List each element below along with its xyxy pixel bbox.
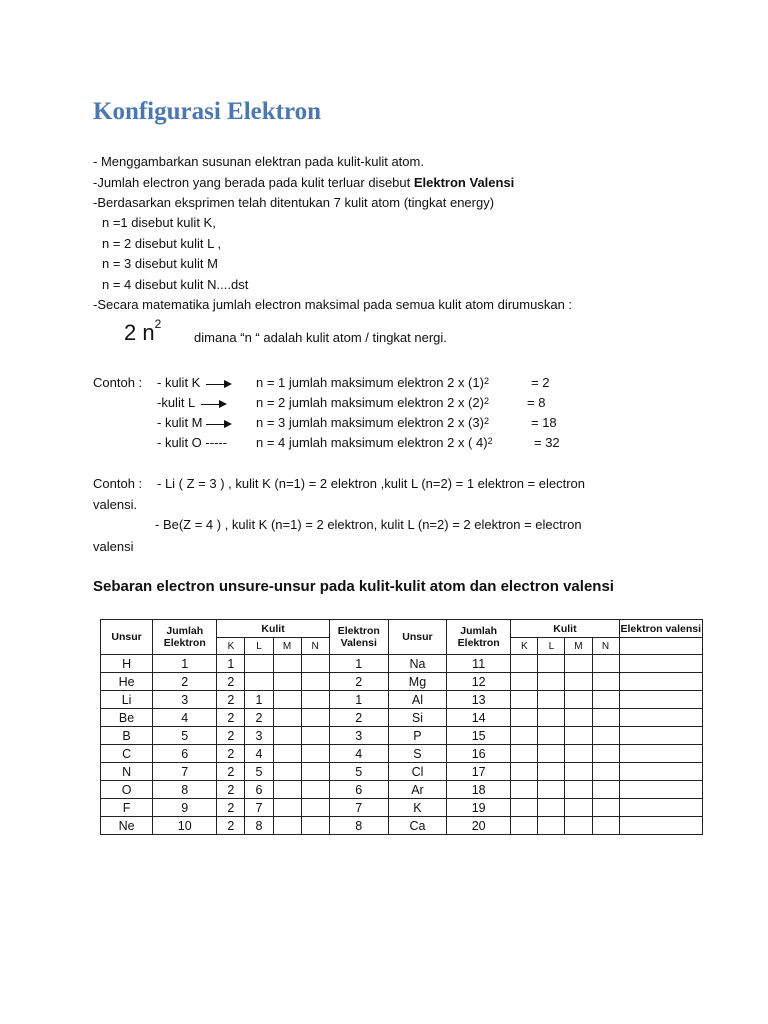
header-kulit-left: Kulit bbox=[217, 620, 329, 638]
header-unsur-left: Unsur bbox=[101, 620, 153, 655]
table-cell-j1: 4 bbox=[153, 709, 217, 727]
table-cell-k: 2 bbox=[217, 781, 245, 799]
table-cell-l2 bbox=[538, 745, 565, 763]
table-cell-j2: 11 bbox=[447, 655, 511, 673]
table-cell-j1: 5 bbox=[153, 727, 217, 745]
table-cell-m2 bbox=[565, 673, 592, 691]
table-cell-j1: 8 bbox=[153, 781, 217, 799]
table-cell-k2 bbox=[511, 655, 538, 673]
formula-2n2 bbox=[124, 316, 162, 346]
header-jumlah-left: Jumlah Elektron bbox=[153, 620, 217, 655]
intro-line-4: n =1 disebut kulit K, bbox=[102, 215, 216, 230]
page-title: Konfigurasi Elektron bbox=[93, 98, 322, 125]
table-cell-k2 bbox=[511, 709, 538, 727]
table-cell-k2 bbox=[511, 727, 538, 745]
header-unsur-right: Unsur bbox=[388, 620, 446, 655]
shell-o-formula: n = 4 jumlah maksimum elektron 2 x ( 4) bbox=[256, 435, 488, 450]
table-cell-n2 bbox=[592, 781, 619, 799]
table-cell-m2 bbox=[565, 781, 592, 799]
table-cell-n2 bbox=[592, 691, 619, 709]
table-cell-n2 bbox=[592, 745, 619, 763]
table-cell-m bbox=[273, 763, 301, 781]
contoh2-label: Contoh : bbox=[93, 476, 143, 491]
table-cell-u1: F bbox=[101, 799, 153, 817]
header-shell-k: K bbox=[511, 638, 538, 655]
table-cell-l2 bbox=[538, 799, 565, 817]
intro-line-1: - Menggambarkan susunan elektran pada kulit-kulit atom. bbox=[93, 154, 424, 169]
table-cell-u2: Mg bbox=[388, 673, 446, 691]
shell-m-formula: n = 3 jumlah maksimum elektron 2 x (3) bbox=[256, 415, 484, 430]
header-shell-k: K bbox=[217, 638, 245, 655]
table-cell-v1: 5 bbox=[329, 763, 388, 781]
table-cell-m bbox=[273, 691, 301, 709]
table-cell-m bbox=[273, 781, 301, 799]
table-cell-v2 bbox=[619, 745, 702, 763]
header-jumlah-right: Jumlah Elektron bbox=[447, 620, 511, 655]
table-cell-v2 bbox=[619, 799, 702, 817]
table-cell-u1: He bbox=[101, 673, 153, 691]
table-cell-m bbox=[273, 727, 301, 745]
table-cell-v2 bbox=[619, 709, 702, 727]
table-cell-j2: 19 bbox=[447, 799, 511, 817]
shell-l-label: -kulit L bbox=[157, 395, 196, 410]
table-row bbox=[101, 745, 703, 763]
table-body bbox=[101, 655, 703, 835]
intro-line-3: -Berdasarkan eksprimen telah ditentukan 7 kulit atom (tingkat energy) bbox=[93, 195, 495, 210]
table-cell-k2 bbox=[511, 745, 538, 763]
table-cell-n2 bbox=[592, 655, 619, 673]
shell-m-label: - kulit M bbox=[157, 415, 203, 430]
table-cell-n bbox=[301, 781, 329, 799]
table-cell-j2: 14 bbox=[447, 709, 511, 727]
table-cell-v1: 2 bbox=[329, 709, 388, 727]
table-row bbox=[101, 691, 703, 709]
table-cell-v2 bbox=[619, 655, 702, 673]
table-cell-k2 bbox=[511, 817, 538, 835]
header-valensi-right-blank bbox=[619, 638, 702, 655]
header-valensi-left: Elektron Valensi bbox=[329, 620, 388, 655]
header-shell-n: N bbox=[301, 638, 329, 655]
shell-m-exponent: 2 bbox=[483, 416, 489, 426]
table-cell-l bbox=[245, 673, 273, 691]
contoh1-row-m-result: = 18 bbox=[531, 415, 557, 430]
table-cell-v2 bbox=[619, 763, 702, 781]
table-cell-v2 bbox=[619, 673, 702, 691]
table-cell-j2: 12 bbox=[447, 673, 511, 691]
table-cell-l: 4 bbox=[245, 745, 273, 763]
table-cell-k: 2 bbox=[217, 763, 245, 781]
table-cell-n2 bbox=[592, 799, 619, 817]
table-cell-l2 bbox=[538, 727, 565, 745]
intro-line-6: n = 3 disebut kulit M bbox=[102, 256, 218, 271]
table-cell-n bbox=[301, 655, 329, 673]
table-cell-k2 bbox=[511, 691, 538, 709]
table-cell-k: 2 bbox=[217, 745, 245, 763]
table-cell-k: 2 bbox=[217, 727, 245, 745]
table-cell-m2 bbox=[565, 763, 592, 781]
contoh2-li-cont: valensi. bbox=[93, 497, 138, 512]
contoh1-row-o-left: - kulit O ----- bbox=[157, 435, 228, 450]
table-cell-l: 2 bbox=[245, 709, 273, 727]
table-cell-j2: 13 bbox=[447, 691, 511, 709]
section-title: Sebaran electron unsure-unsur pada kulit-kulit atom dan electron valensi bbox=[93, 578, 614, 595]
table-cell-k: 2 bbox=[217, 799, 245, 817]
contoh1-row-o-result: = 32 bbox=[534, 435, 560, 450]
header-shell-l: L bbox=[245, 638, 273, 655]
table-cell-m2 bbox=[565, 709, 592, 727]
table-cell-n2 bbox=[592, 817, 619, 835]
formula-note: dimana “n “ adalah kulit atom / tingkat nergi. bbox=[194, 330, 447, 345]
table-cell-u2: S bbox=[388, 745, 446, 763]
header-kulit-right: Kulit bbox=[511, 620, 619, 638]
table-cell-v1: 6 bbox=[329, 781, 388, 799]
table-row bbox=[101, 817, 703, 835]
table-cell-l: 6 bbox=[245, 781, 273, 799]
table-cell-k: 2 bbox=[217, 673, 245, 691]
contoh1-row-o-text bbox=[256, 435, 493, 452]
table-cell-j1: 1 bbox=[153, 655, 217, 673]
contoh1-row-m-text bbox=[256, 415, 489, 432]
intro-line-2 bbox=[93, 175, 514, 191]
arrow-right-icon bbox=[206, 379, 232, 389]
table-cell-j2: 18 bbox=[447, 781, 511, 799]
table-row bbox=[101, 673, 703, 691]
table-cell-l2 bbox=[538, 655, 565, 673]
formula-base: 2 n bbox=[124, 320, 155, 345]
header-shell-n: N bbox=[592, 638, 619, 655]
intro-line-2-text: -Jumlah electron yang berada pada kulit terluar disebut bbox=[93, 175, 414, 190]
table-cell-l2 bbox=[538, 781, 565, 799]
table-cell-k2 bbox=[511, 763, 538, 781]
table-cell-l2 bbox=[538, 817, 565, 835]
contoh2-be-cont: valensi bbox=[93, 539, 134, 554]
formula-exponent: 2 bbox=[154, 316, 162, 331]
table-cell-n2 bbox=[592, 763, 619, 781]
table-cell-n bbox=[301, 673, 329, 691]
table-cell-l2 bbox=[538, 709, 565, 727]
table-cell-j1: 10 bbox=[153, 817, 217, 835]
arrow-right-icon bbox=[206, 419, 232, 429]
table-cell-v1: 4 bbox=[329, 745, 388, 763]
table-cell-n2 bbox=[592, 727, 619, 745]
table-row bbox=[101, 727, 703, 745]
intro-line-8: -Secara matematika jumlah electron maksimal pada semua kulit atom dirumuskan : bbox=[93, 297, 573, 312]
table-cell-u1: Be bbox=[101, 709, 153, 727]
contoh1-row-k-left bbox=[157, 375, 232, 391]
table-cell-l: 3 bbox=[245, 727, 273, 745]
table-row bbox=[101, 781, 703, 799]
table-cell-u2: Al bbox=[388, 691, 446, 709]
table-cell-j1: 9 bbox=[153, 799, 217, 817]
header-shell-m: M bbox=[273, 638, 301, 655]
table-cell-m bbox=[273, 817, 301, 835]
table-cell-n2 bbox=[592, 709, 619, 727]
table-cell-n bbox=[301, 727, 329, 745]
table-cell-n bbox=[301, 745, 329, 763]
table-row bbox=[101, 763, 703, 781]
table-cell-u2: Ca bbox=[388, 817, 446, 835]
table-cell-v1: 1 bbox=[329, 655, 388, 673]
elektron-valensi-term: Elektron Valensi bbox=[413, 175, 515, 190]
table-cell-m2 bbox=[565, 655, 592, 673]
table-cell-m2 bbox=[565, 745, 592, 763]
table-cell-k: 1 bbox=[217, 655, 245, 673]
table-cell-j1: 2 bbox=[153, 673, 217, 691]
table-cell-m bbox=[273, 673, 301, 691]
table-cell-k: 2 bbox=[217, 691, 245, 709]
table-cell-u1: Ne bbox=[101, 817, 153, 835]
table-row bbox=[101, 655, 703, 673]
table-cell-n bbox=[301, 691, 329, 709]
table-cell-n bbox=[301, 799, 329, 817]
contoh1-row-k-result: = 2 bbox=[531, 375, 550, 390]
table-cell-j2: 15 bbox=[447, 727, 511, 745]
table-cell-v2 bbox=[619, 781, 702, 799]
table-cell-l2 bbox=[538, 763, 565, 781]
table-cell-m bbox=[273, 745, 301, 763]
table-cell-m bbox=[273, 709, 301, 727]
table-cell-n bbox=[301, 763, 329, 781]
table-cell-m bbox=[273, 799, 301, 817]
table-cell-v2 bbox=[619, 691, 702, 709]
contoh1-row-k-text bbox=[256, 375, 489, 392]
table-cell-n bbox=[301, 817, 329, 835]
table-cell-v1: 7 bbox=[329, 799, 388, 817]
table-cell-u2: Si bbox=[388, 709, 446, 727]
table-cell-k2 bbox=[511, 673, 538, 691]
table-cell-m bbox=[273, 655, 301, 673]
table-cell-k: 2 bbox=[217, 817, 245, 835]
contoh1-label: Contoh : bbox=[93, 375, 143, 390]
contoh2-li-line: - Li ( Z = 3 ) , kulit K (n=1) = 2 elektron ,kulit L (n=2) = 1 elektron = electron bbox=[157, 476, 585, 491]
table-cell-v2 bbox=[619, 817, 702, 835]
contoh1-row-m-left bbox=[157, 415, 232, 431]
table-cell-k2 bbox=[511, 799, 538, 817]
shell-k-exponent: 2 bbox=[483, 376, 489, 386]
table-cell-j1: 6 bbox=[153, 745, 217, 763]
intro-line-7: n = 4 disebut kulit N....dst bbox=[102, 277, 249, 292]
contoh1-row-l-text bbox=[256, 395, 489, 412]
table-row bbox=[101, 799, 703, 817]
shell-l-formula: n = 2 jumlah maksimum elektron 2 x (2) bbox=[256, 395, 484, 410]
table-cell-u2: Ar bbox=[388, 781, 446, 799]
table-cell-u2: Na bbox=[388, 655, 446, 673]
table-cell-v1: 8 bbox=[329, 817, 388, 835]
table-cell-l: 7 bbox=[245, 799, 273, 817]
table-cell-u1: H bbox=[101, 655, 153, 673]
shell-k-formula: n = 1 jumlah maksimum elektron 2 x (1) bbox=[256, 375, 484, 390]
shell-o-exponent: 2 bbox=[487, 436, 493, 446]
table-cell-v1: 3 bbox=[329, 727, 388, 745]
table-cell-j2: 17 bbox=[447, 763, 511, 781]
header-shell-l: L bbox=[538, 638, 565, 655]
table-cell-n2 bbox=[592, 673, 619, 691]
table-cell-j2: 16 bbox=[447, 745, 511, 763]
table-cell-v2 bbox=[619, 727, 702, 745]
table-cell-u1: N bbox=[101, 763, 153, 781]
contoh2-be-line: - Be(Z = 4 ) , kulit K (n=1) = 2 elektron, kulit L (n=2) = 2 elektron = electron bbox=[155, 517, 582, 532]
table-cell-k2 bbox=[511, 781, 538, 799]
header-shell-m: M bbox=[565, 638, 592, 655]
table-cell-u2: P bbox=[388, 727, 446, 745]
table-cell-l2 bbox=[538, 691, 565, 709]
table-cell-m2 bbox=[565, 817, 592, 835]
table-row bbox=[101, 709, 703, 727]
table-cell-m2 bbox=[565, 691, 592, 709]
table-cell-k: 2 bbox=[217, 709, 245, 727]
table-cell-l2 bbox=[538, 673, 565, 691]
table-cell-m2 bbox=[565, 799, 592, 817]
shell-l-exponent: 2 bbox=[483, 396, 489, 406]
table-cell-j1: 7 bbox=[153, 763, 217, 781]
table-cell-u2: K bbox=[388, 799, 446, 817]
header-valensi-right: Elektron valensi bbox=[619, 620, 702, 638]
table-cell-v1: 2 bbox=[329, 673, 388, 691]
table-cell-u1: C bbox=[101, 745, 153, 763]
table-cell-l bbox=[245, 655, 273, 673]
arrow-right-icon bbox=[201, 399, 227, 409]
electron-distribution-table bbox=[100, 619, 703, 835]
table-cell-u2: Cl bbox=[388, 763, 446, 781]
contoh1-row-l-left bbox=[157, 395, 227, 411]
table-cell-j2: 20 bbox=[447, 817, 511, 835]
shell-k-label: - kulit K bbox=[157, 375, 201, 390]
table-cell-v1: 1 bbox=[329, 691, 388, 709]
table-cell-l: 8 bbox=[245, 817, 273, 835]
table-cell-l: 1 bbox=[245, 691, 273, 709]
table-cell-l: 5 bbox=[245, 763, 273, 781]
table-cell-u1: B bbox=[101, 727, 153, 745]
table-cell-u1: Li bbox=[101, 691, 153, 709]
table-cell-j1: 3 bbox=[153, 691, 217, 709]
table-cell-u1: O bbox=[101, 781, 153, 799]
table-cell-m2 bbox=[565, 727, 592, 745]
table-cell-n bbox=[301, 709, 329, 727]
intro-line-5: n = 2 disebut kulit L , bbox=[102, 236, 222, 251]
contoh1-row-l-result: = 8 bbox=[527, 395, 546, 410]
